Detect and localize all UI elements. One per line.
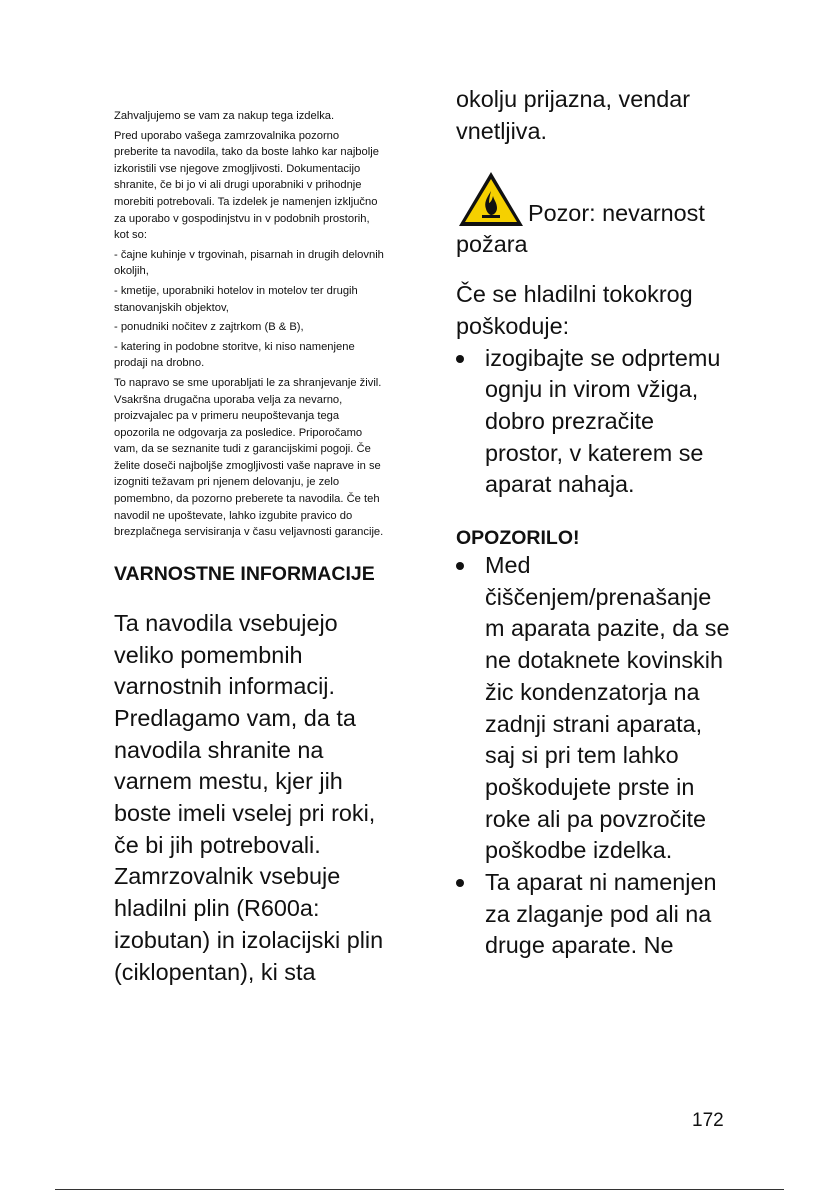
list-item-text: izogibajte se odprtemu ognju in virom vžiga, dobro prezračite prostor, v katerem se aparat nahaja. — [485, 344, 721, 498]
warning-heading: OPOZORILO! — [456, 527, 580, 550]
safety-paragraph: Ta navodila vsebujejo veliko pomembnih varnostnih informacij. Predlagamo vam, da ta navodila shranite na varnem mestu, kjer jih boste imeli vselej pri roki, če bi jih potrebovali. Zamrzovalnik vsebuje hladilni plin (R600a: izobutan) in izolacijski plin (ciklopentan), ki sta — [114, 609, 384, 985]
left-column — [114, 108, 386, 988]
fire-warning-text-continued: požara — [456, 231, 528, 258]
warning-bullet-list — [456, 550, 736, 962]
circuit-intro: Če se hladilni tokokrog poškoduje: — [456, 281, 693, 339]
intro-text — [114, 108, 386, 541]
fire-warning — [456, 169, 736, 229]
usage-list-item: - ponudniki nočitev z zajtrkom (B & B), — [114, 321, 304, 334]
bullet-icon — [456, 562, 464, 570]
usage-list-item: - kmetije, uporabniki hotelov in motelov ter drugih stanovanjskih objektov, — [114, 284, 358, 314]
list-item — [456, 550, 736, 867]
continuation-text: okolju prijazna, vendar vnetljiva. — [456, 86, 691, 144]
usage-list-item: - čajne kuhinje v trgovinah, pisarnah in drugih delovnih okoljih, — [114, 248, 384, 278]
footer-divider — [55, 1189, 784, 1190]
right-column — [456, 84, 736, 962]
intro-paragraph: Zahvaljujemo se vam za nakup tega izdelka. — [114, 110, 335, 122]
usage-list-item: - katering in podobne storitve, ki niso namenjene prodaji na drobno. — [114, 340, 355, 370]
list-item-text: Ta aparat ni namenjen za zlaganje pod ali na druge aparate. Ne — [485, 869, 717, 959]
list-item — [456, 867, 736, 962]
list-item-text: Med čiščenjem/prenašanje m aparata pazite, da se ne dotaknete kovinskih žic kondenzatorja na zadnji strani aparata, saj si pri tem lahko poškodujete prste in roke ali pa povzročite poškodbe izdelka. — [485, 552, 730, 864]
page-number: 172 — [692, 1110, 724, 1131]
bullet-icon — [456, 879, 464, 887]
circuit-bullet-list — [456, 343, 736, 502]
fire-warning-text: Pozor: nevarnost — [528, 199, 705, 226]
bullet-icon — [456, 355, 464, 363]
safety-heading: VARNOSTNE INFORMACIJE — [114, 562, 375, 585]
flammable-warning-icon — [456, 169, 526, 229]
intro-paragraph: To napravo se sme uporabljati le za shranjevanje živil. Vsakršna drugačna uporaba velja za nevarno, proizvajalec pa v primeru neupoštevanja tega opozorila ne odgovarja za posledice. Priporočamo vam, da se seznanite tudi z garancijskimi pogoji. Če želite doseči najboljše zmogljivosti vaše naprave in se izogniti težavam pri njenem delovanju, je zelo pomembno, da pozorno preberete ta navodila. Če teh navodil ne upoštevate, lahko izgubite pravico do brezplačnega servisiranja v času veljavnosti garancije. — [114, 376, 384, 539]
list-item — [456, 343, 736, 502]
intro-paragraph: Pred uporabo vašega zamrzovalnika pozorno preberite ta navodila, tako da boste lahko kar najbolje izkoristili vse njegove zmogljivosti. Dokumentacijo shranite, če bi jo vi ali drugi uporabniki v prihodnje morebiti potrebovali. Ta izdelek je namenjen izključno za uporabo v gospodinjstvu in v podobnih prostorih, kot so: — [114, 129, 379, 242]
